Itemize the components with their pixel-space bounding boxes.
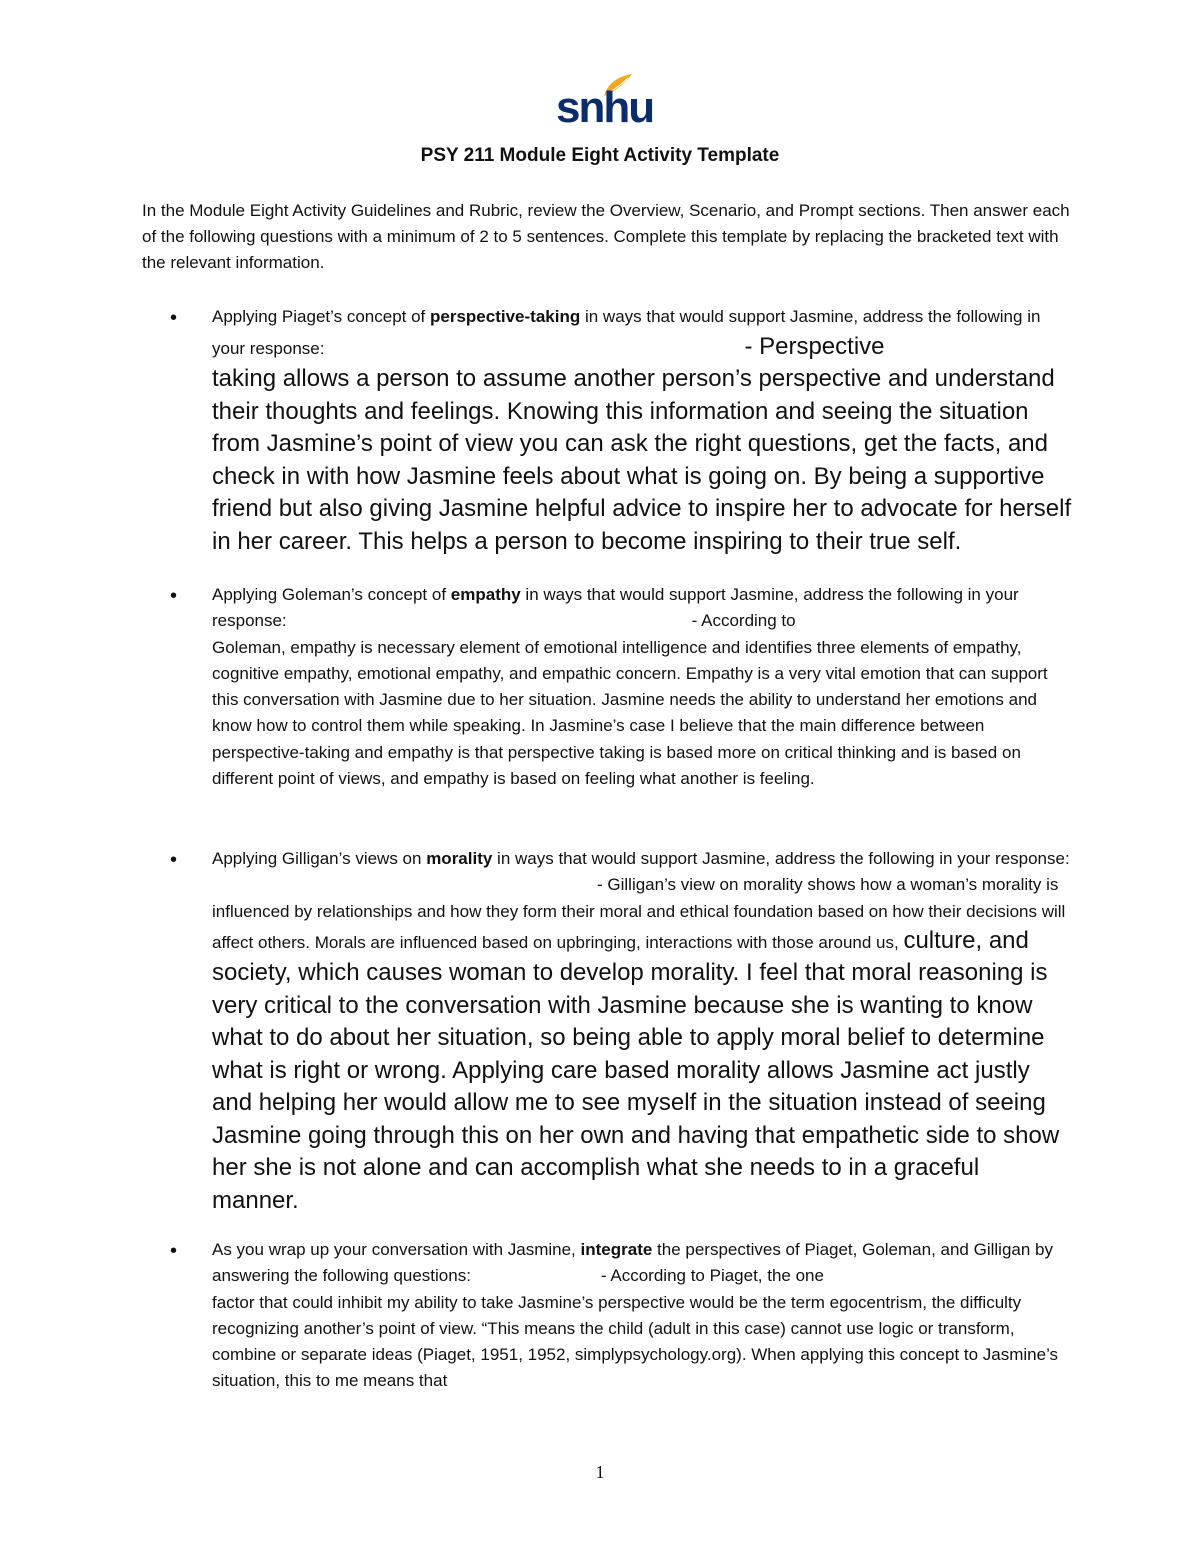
bullet-icon: • xyxy=(170,585,178,607)
question-text: Applying Goleman’s concept of xyxy=(212,585,451,604)
question-text: the perspectives of Piaget, Goleman, and Gilligan by answering the following questions: xyxy=(212,1240,1053,1286)
question-text: in ways that would support Jasmine, address the following in your response: xyxy=(212,307,1041,358)
question-keyword: perspective-taking xyxy=(430,307,581,326)
page-number: 1 xyxy=(595,1462,605,1482)
question-keyword: integrate xyxy=(580,1240,653,1259)
intro-paragraph: In the Module Eight Activity Guidelines and Rubric, review the Overview, Scenario, and Prompt sections. Then answer each of the following questions with a minimum of 2 to 5 sentences. Complete this template by replacing the bracketed text with the relevant information. xyxy=(142,201,1070,272)
question-keyword: morality xyxy=(426,849,493,868)
question-text: in ways that would support Jasmine, address the following in your response: xyxy=(492,849,1070,868)
answer-text: factor that could inhibit my ability to take Jasmine’s perspective would be the term egocentrism, the difficulty recognizing another’s point of view. “This means the child (adult in this case) cannot use logic or transform, combine or separate ideas (Piaget, 1951, 1952, simplypsychology.org). When applying this concept to Jasmine’s situation, this to me means that xyxy=(212,1292,1059,1391)
answer-start: - Perspective xyxy=(744,332,885,360)
snhu-logo xyxy=(556,72,654,134)
logo-wordmark: snhu xyxy=(556,83,654,132)
answer-start: - Gilligan’s view on morality xyxy=(597,875,803,895)
question-item-1 xyxy=(212,304,1072,558)
answer-text: taking allows a person to assume another person’s perspective and understand their thoughts and feelings. Knowing this information and seeing the situation from Jasmine’s point of view you can ask the right questions, get the facts, and check in with how Jasmine feels about what is going on. By being a supportive friend but also giving Jasmine helpful advice to inspire her to advocate for herself in her career. This helps a person to become inspiring to their true self. xyxy=(212,365,1072,555)
question-item-3 xyxy=(212,846,1072,1217)
answer-start: - According to xyxy=(691,611,796,631)
question-text: Applying Gilligan’s views on xyxy=(212,849,427,868)
answer-text: culture, and society, which causes woman to develop morality. I feel that moral reasoning is very critical to the conversation with Jasmine because she is wanting to know what to do about her situation, so being able to apply moral belief to determine what is right or wrong. Applying care based morality allows Jasmine act justly and helping her would allow me to see myself in the situation instead of seeing Jasmine going through this on her own and having that empathetic side to show her she is not alone and can accomplish what she needs to in a graceful manner. xyxy=(212,926,1060,1214)
question-item-4 xyxy=(212,1237,1072,1395)
bullet-icon: • xyxy=(170,307,178,329)
bullet-icon: • xyxy=(170,1240,178,1262)
bullet-icon: • xyxy=(170,849,178,871)
question-text: Applying Piaget’s concept of xyxy=(212,307,430,326)
page-title: PSY 211 Module Eight Activity Template xyxy=(420,145,780,166)
question-text: As you wrap up your conversation with Jasmine, xyxy=(212,1240,581,1259)
answer-start: - According to Piaget, the one xyxy=(600,1266,824,1286)
question-item-2 xyxy=(212,582,1072,792)
answer-text: Goleman, empathy is necessary element of emotional intelligence and identifies three elements of empathy, cognitive empathy, emotional empathy, and empathic concern. Empathy is a very vital emotion that can support this conversation with Jasmine due to her situation. Jasmine needs the ability to understand her emotions and know how to control them while speaking. In Jasmine’s case I believe that the main difference between perspective-taking and empathy is that perspective taking is based more on critical thinking and is based on different point of views, and empathy is based on feeling what another is feeling. xyxy=(212,637,1048,789)
question-keyword: empathy xyxy=(450,585,521,604)
answer-text-small: shows how a woman’s morality is influenced by relationships and how they form their moral and ethical foundation based on how their decisions will affect others. Morals are influenced based on upbringing, interactions with those around us, xyxy=(212,875,1066,952)
question-text: in ways that would support Jasmine, address the following in your response: xyxy=(212,585,1019,631)
